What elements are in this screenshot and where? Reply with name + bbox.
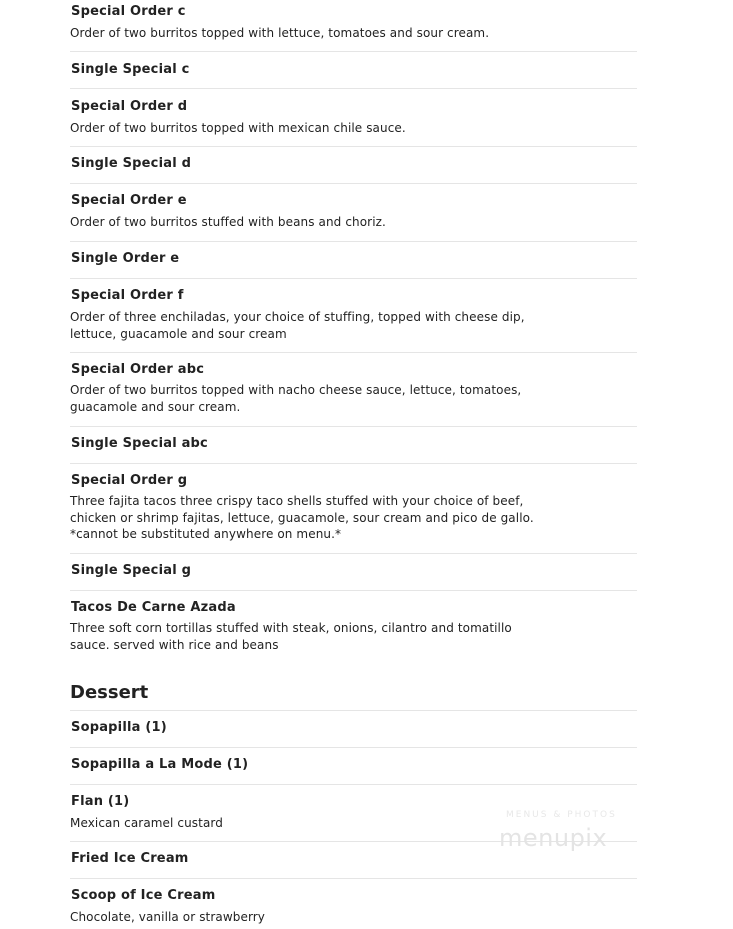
item-description: Chocolate, vanilla or strawberry [70,910,266,924]
menu-item [70,3,637,52]
item-name: Single Order e [71,251,180,266]
menu-item [70,250,637,279]
item-name: Scoop of Ice Cream [71,888,216,903]
item-description: Order of three enchiladas, your choice of stuffing, topped with cheese dip, lettuce, guacamole and sour cream [70,310,525,341]
item-name: Sopapilla a La Mode (1) [71,757,249,772]
item-description: Mexican caramel custard [70,816,223,830]
menu-item [70,361,637,427]
item-name: Special Order c [71,4,186,19]
section-divider [70,710,637,711]
item-name: Special Order g [71,473,188,488]
watermark-tagline: MENUS & PHOTOS [506,810,617,820]
menu-item [70,562,637,591]
item-name: Special Order d [71,99,188,114]
item-name: Single Special d [71,156,192,171]
menupix-logo: menupix [499,824,608,852]
menu-item [70,98,637,147]
dessert-item [70,887,637,929]
menu-item [70,435,637,464]
item-description: Order of two burritos topped with mexican chile sauce. [70,121,406,135]
item-name: Tacos De Carne Azada [71,600,236,615]
item-name: Single Special abc [71,436,208,451]
menu-item [70,599,637,659]
item-description: Order of two burritos topped with nacho cheese sauce, lettuce, tomatoes, guacamole and sour cream. [70,383,522,414]
item-name: Special Order e [71,193,187,208]
menu-item [70,155,637,184]
dessert-item [70,719,637,748]
item-name: Special Order abc [71,362,205,377]
menu-item [70,61,637,89]
item-name: Fried Ice Cream [71,851,189,866]
item-description: Order of two burritos stuffed with beans and choriz. [70,215,386,229]
dessert-item [70,756,637,785]
item-name: Flan (1) [71,794,130,809]
menu-item [70,192,637,242]
item-description: Three soft corn tortillas stuffed with steak, onions, cilantro and tomatillo sauce. served with rice and beans [70,621,512,652]
menupix-watermark [499,810,639,870]
item-description: Three fajita tacos three crispy taco shells stuffed with your choice of beef, chicken or shrimp fajitas, lettuce, guacamole, sour cream and pico de gallo. *cannot be substituted anywhere on menu.* [70,494,534,541]
item-name: Single Special g [71,563,192,578]
menu-item [70,472,637,554]
section-title-dessert: Dessert [70,682,149,703]
item-name: Sopapilla (1) [71,720,167,735]
item-name: Single Special c [71,62,190,77]
item-name: Special Order f [71,288,184,303]
menu-item [70,287,637,353]
item-description: Order of two burritos topped with lettuce, tomatoes and sour cream. [70,26,490,40]
